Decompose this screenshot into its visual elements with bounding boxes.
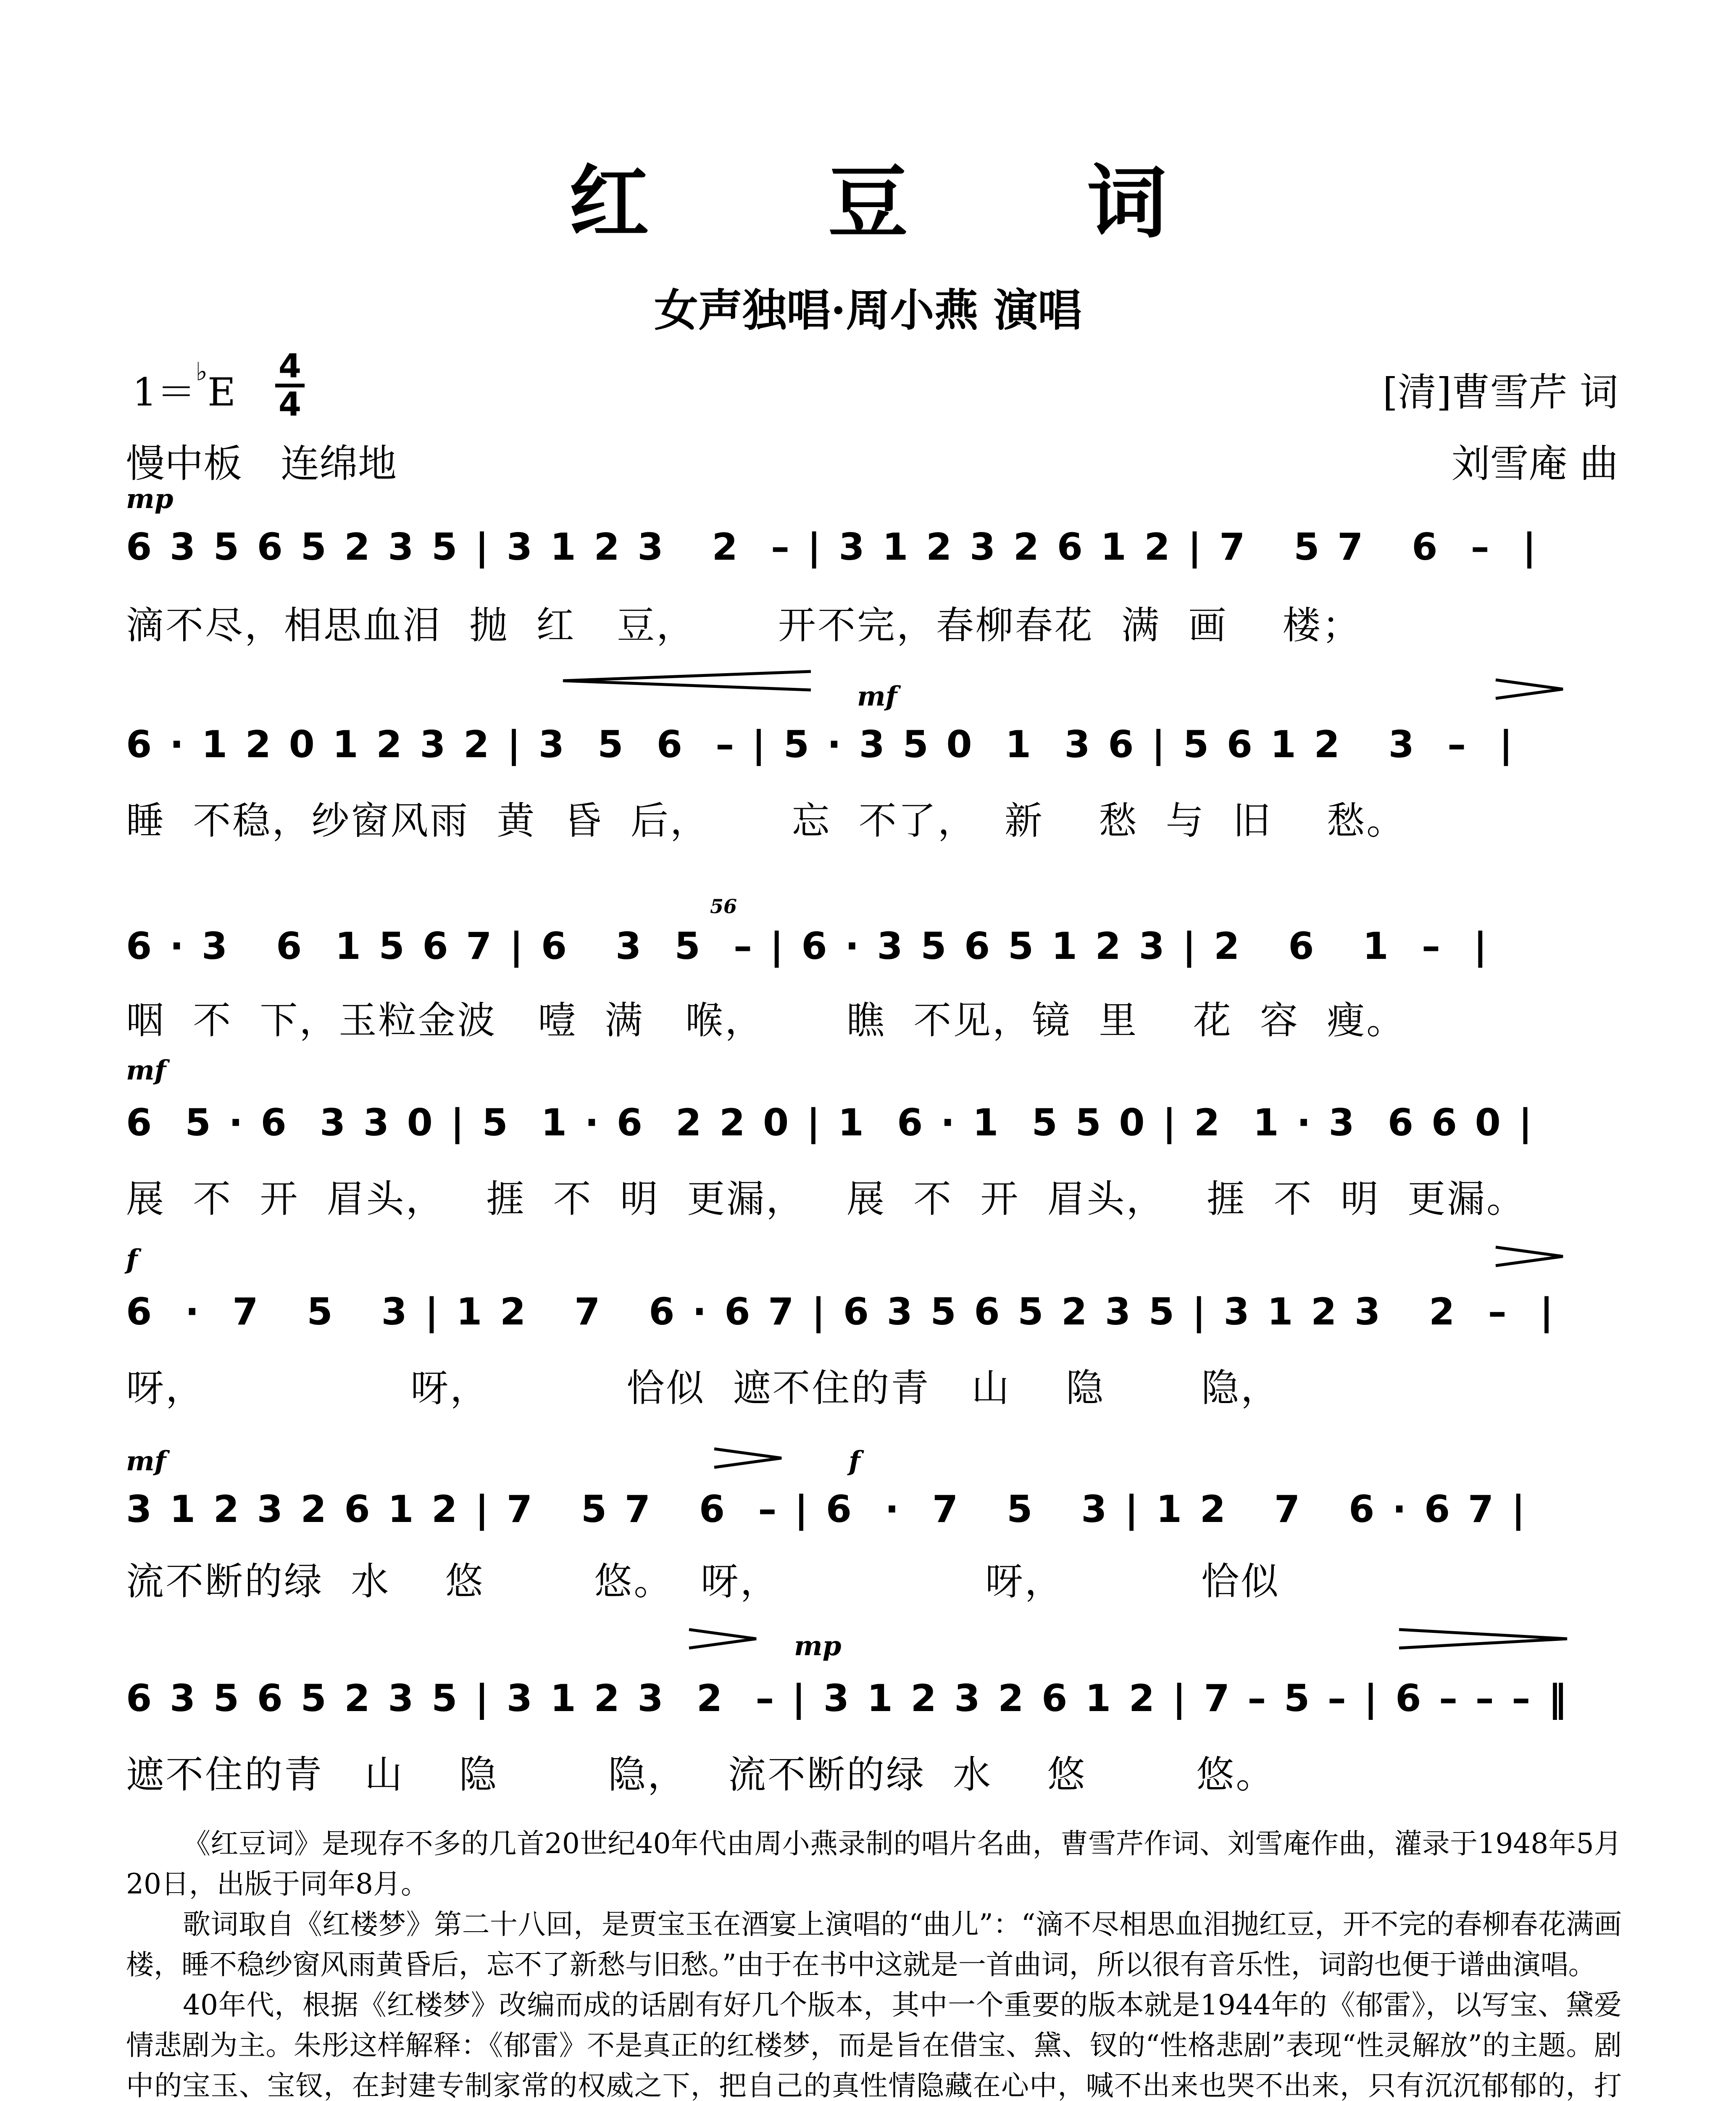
dynamic-mark: f <box>126 1244 138 1275</box>
lyric-row: 遮不住的青 山 隐 隐， 流不断的绿 水 悠 悠。 <box>126 1753 1276 1797</box>
page-title: 红 豆 词 <box>569 155 1243 249</box>
decrescendo-mark <box>710 1445 786 1471</box>
dynamic-mark: mp <box>126 483 174 515</box>
dynamic-mark: mf <box>857 681 897 712</box>
time-bottom: 4 <box>278 386 302 424</box>
decrescendo-mark <box>1491 677 1567 702</box>
notes-row: 6 · 1 2 0 1 2 3 2 | 3 5 6 – | 5 · 3 5 0 1 3 6 | 5 6 1 2 3 – | <box>126 723 1515 766</box>
dynamic-mark: mf <box>126 1055 166 1086</box>
score-line-5 <box>126 1244 1622 1454</box>
dynamic-mark: mf <box>126 1445 166 1477</box>
lyric-row: 睡 不稳，纱窗风雨 黄 昏 后， 忘 不了， 新 愁 与 旧 愁。 <box>126 799 1406 843</box>
lyric-row: 呀， 呀， 恰似 遮不住的青 山 隐 隐， <box>126 1366 1280 1410</box>
time-top: 4 <box>278 348 302 385</box>
score-line-1 <box>126 483 1622 693</box>
tempo-marking: 慢中板 连绵地 <box>126 441 397 486</box>
notes-row: 6 · 7 5 3 | 1 2 7 6 · 6 7 | 6 3 5 6 5 2 3 5 | 3 1 2 3 2 – | <box>126 1290 1556 1333</box>
grace-notes: 56 <box>710 895 737 918</box>
notes-row: 6 5 · 6 3 3 0 | 5 1 · 6 2 2 0 | 1 6 · 1 5 5 0 | 2 1 · 3 6 6 0 | <box>126 1101 1535 1144</box>
paragraph: 40年代，根据《红楼梦》改编而成的话剧有好几个版本，其中一个重要的版本就是1944年的《郁雷》，以写宝、黛爱情悲剧为主。朱彤这样解释：《郁雷》不是真正的红楼梦，而是旨在借宝、黛、钗的“性格悲剧”表现“性灵解放”的主题。剧中的宝玉、宝钗，在封建专制家常的权威之下，把自己的真性情隐藏在心中，喊不出来也哭不出来，只有沉沉郁郁的，打 <box>126 1989 1622 2101</box>
lyric-row: 咽 不 下，玉粒金波 噎 满 喉， 瞧 不见，镜 里 花 容 瘦。 <box>126 998 1406 1043</box>
flat-sign: ♭ <box>195 357 208 387</box>
lyric-row: 滴不尽，相思血泪 抛 红 豆， 开不完，春柳春花 满 画 楼； <box>126 603 1362 648</box>
key-note: E <box>207 370 236 415</box>
score-line-4 <box>126 1055 1622 1265</box>
score-line-2 <box>126 668 1622 878</box>
score-line-7 <box>126 1622 1622 1832</box>
score-line-6 <box>126 1437 1622 1647</box>
dynamic-mark-f: f <box>849 1445 860 1477</box>
notes-row: 6 3 5 6 5 2 3 5 | 3 1 2 3 2 – | 3 1 2 3 2 6 1 2 | 7 5 7 6 – | <box>126 525 1539 569</box>
time-signature <box>275 348 305 424</box>
subtitle: 女声独唱·周小燕 演唱 <box>654 284 1082 336</box>
dynamic-mark: mp <box>794 1630 842 1662</box>
lyric-row: 展 不 开 眉头， 捱 不 明 更漏， 展 不 开 眉头， 捱 不 明 更漏。 <box>126 1177 1526 1221</box>
key-prefix: 1＝ <box>132 370 196 415</box>
paragraph: 《红豆词》是现存不多的几首20世纪40年代由周小燕录制的唱片名曲，曹雪芹作词、刘雪庵作曲，灌录于1948年5月20日，出版于同年8月。 <box>126 1827 1622 1900</box>
lyric-row: 流不断的绿 水 悠 悠。 呀， 呀， 恰似 <box>126 1559 1280 1603</box>
composer: 刘雪庵 曲 <box>1451 441 1618 486</box>
decrescendo-mark <box>685 1626 760 1651</box>
decrescendo-mark <box>1491 1244 1567 1269</box>
key-signature <box>132 357 236 417</box>
decrescendo-mark <box>1395 1626 1571 1651</box>
notes-row: 6 · 3 6 1 5 6 7 | 6 3 5 – | 6 · 3 5 6 5 1 2 3 | 2 6 1 – | <box>126 924 1490 968</box>
lyricist: [清]曹雪芹 词 <box>1382 370 1618 415</box>
notes-row: 3 1 2 3 2 6 1 2 | 7 5 7 6 – | 6 · 7 5 3 | 1 2 7 6 · 6 7 | <box>126 1488 1528 1531</box>
crescendo-mark <box>559 668 819 693</box>
notes-row: 6 3 5 6 5 2 3 5 | 3 1 2 3 2 – | 3 1 2 3 2 6 1 2 | 7 – 5 – | 6 – – – ‖ <box>126 1677 1570 1720</box>
paragraph: 歌词取自《红楼梦》第二十八回，是贾宝玉在酒宴上演唱的“曲儿”：“滴不尽相思血泪抛红豆，开不完的春柳春花满画楼，睡不稳纱窗风雨黄昏后，忘不了新愁与旧愁。”由于在书中这就是一首曲词，所以很有音乐性，词韵也便于谱曲演唱。 <box>126 1908 1622 1981</box>
article-text <box>126 1824 1622 2101</box>
